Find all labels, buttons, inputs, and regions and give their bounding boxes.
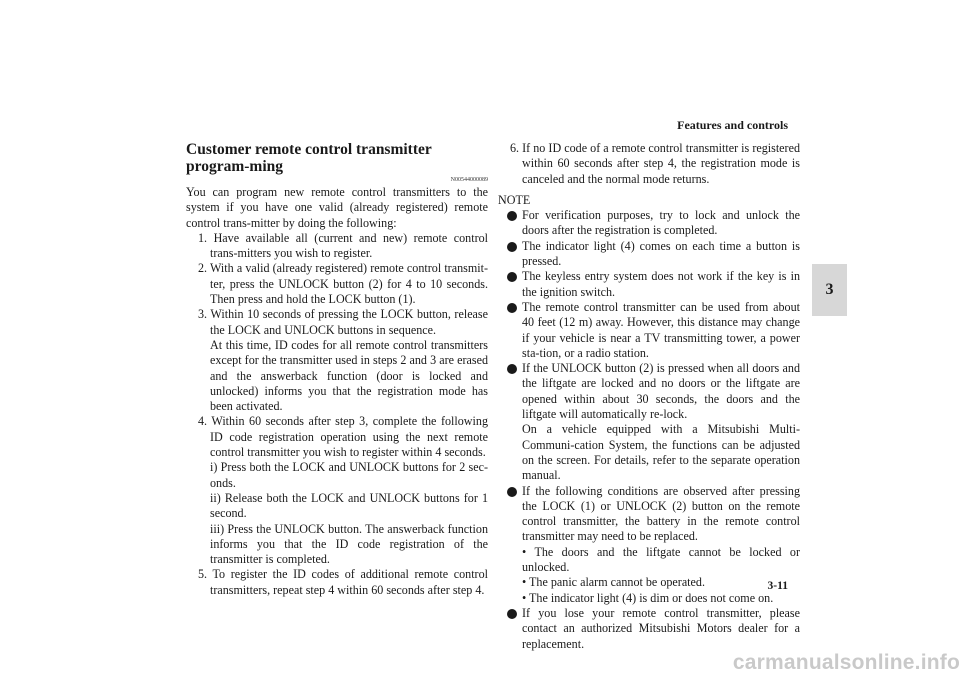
- section-title: Customer remote control transmitter program-ming: [186, 141, 432, 175]
- note-sub: • The indicator light (4) is dim or does not come on.: [522, 590, 774, 605]
- note-text: The indicator light (4) comes on each time a button is pressed.: [522, 238, 800, 269]
- step-4-sub-i: i) Press both the LOCK and UNLOCK buttons for 2 sec-onds.: [210, 460, 488, 490]
- note-text: For verification purposes, try to lock and unlock the doors after the registration is completed.: [522, 208, 800, 238]
- chapter-number: 3: [825, 281, 834, 298]
- note-text: If the UNLOCK button (2) is pressed when all doors and the liftgate are locked and no doors or the liftgate are opened within about 30 seconds, the doors and the liftgate will automatically re-lock.: [522, 361, 800, 422]
- watermark: carmanualsonline.info: [732, 651, 960, 674]
- left-column: [186, 141, 488, 598]
- note-text: The remote control transmitter can be used from about 40 feet (12 m) away. However, this distance may change if your vehicle is near a TV transmitting tower, a power sta-tion, or a radio station.: [522, 299, 800, 360]
- bullet-icon: [507, 364, 517, 374]
- note-text: If you lose your remote control transmitter, please contact an authorized Mitsubishi Motors dealer for a replacement.: [522, 605, 800, 651]
- note-text: If the following conditions are observed after pressing the LOCK (1) or UNLOCK (2) button on the remote control transmitter, the battery in the remote control transmitter may need to be replaced.: [522, 483, 800, 544]
- step-5: 5. To register the ID codes of additional remote control transmitters, repeat step 4 within 60 seconds after step 4.: [198, 567, 488, 597]
- intro-paragraph: You can program new remote control transmitters to the system if you have one valid (already registered) remote control trans-mitter by doing the following:: [186, 185, 488, 230]
- section-code: N00544000089: [450, 177, 488, 183]
- note-sub: • The doors and the liftgate cannot be locked or unlocked.: [522, 544, 800, 575]
- note-item: [498, 361, 800, 483]
- note-text: The keyless entry system does not work if the key is in the ignition switch.: [522, 269, 800, 299]
- bullet-icon: [507, 211, 517, 221]
- note-sub: • The panic alarm cannot be operated.: [522, 575, 705, 590]
- note-item: [498, 269, 800, 300]
- bullet-icon: [507, 303, 517, 313]
- note-item: [498, 239, 800, 270]
- page-number: 3-11: [767, 580, 788, 592]
- right-column: [498, 141, 800, 652]
- step-2: 2. With a valid (already registered) remote control transmit-ter, press the UNLOCK button (2) for 4 to 10 seconds. Then press and hold the LOCK button (1).: [198, 261, 488, 307]
- note-label: NOTE: [498, 192, 531, 207]
- bullet-icon: [507, 609, 517, 619]
- bullet-icon: [507, 242, 517, 252]
- note-item: [498, 208, 800, 239]
- bullet-icon: [507, 272, 517, 282]
- step-3: 3. Within 10 seconds of pressing the LOCK button, release the LOCK and UNLOCK buttons in sequence.: [198, 307, 488, 337]
- step-6: 6. If no ID code of a remote control transmitter is registered within 60 seconds after step 4, the registration mode is canceled and the normal mode returns.: [510, 141, 800, 186]
- page-header: Features and controls: [677, 118, 788, 132]
- note-extra: On a vehicle equipped with a Mitsubishi Multi-Communi-cation System, the functions can be adjusted on the screen. For details, refer to the separate operation manual.: [522, 422, 800, 483]
- step-3-detail: At this time, ID codes for all remote control transmitters except for the transmitter used in steps 2 and 3 are erased and the answerback function (door is locked and unlocked) informs you that the registration mode has been activated.: [210, 337, 488, 414]
- step-4: 4. Within 60 seconds after step 3, complete the following ID code registration operation using the next remote control transmitter you wish to register within 4 seconds.: [198, 414, 488, 460]
- bullet-icon: [507, 487, 517, 497]
- note-item: [498, 300, 800, 361]
- step-4-sub-iii: iii) Press the UNLOCK button. The answerback function informs you that the ID code registration of the transmitter is completed.: [210, 521, 488, 567]
- chapter-tab: [812, 264, 847, 316]
- step-4-sub-ii: ii) Release both the LOCK and UNLOCK buttons for 1 second.: [210, 490, 488, 521]
- step-1: 1. Have available all (current and new) remote control trans-mitters you wish to register.: [198, 230, 488, 261]
- note-item: [498, 606, 800, 652]
